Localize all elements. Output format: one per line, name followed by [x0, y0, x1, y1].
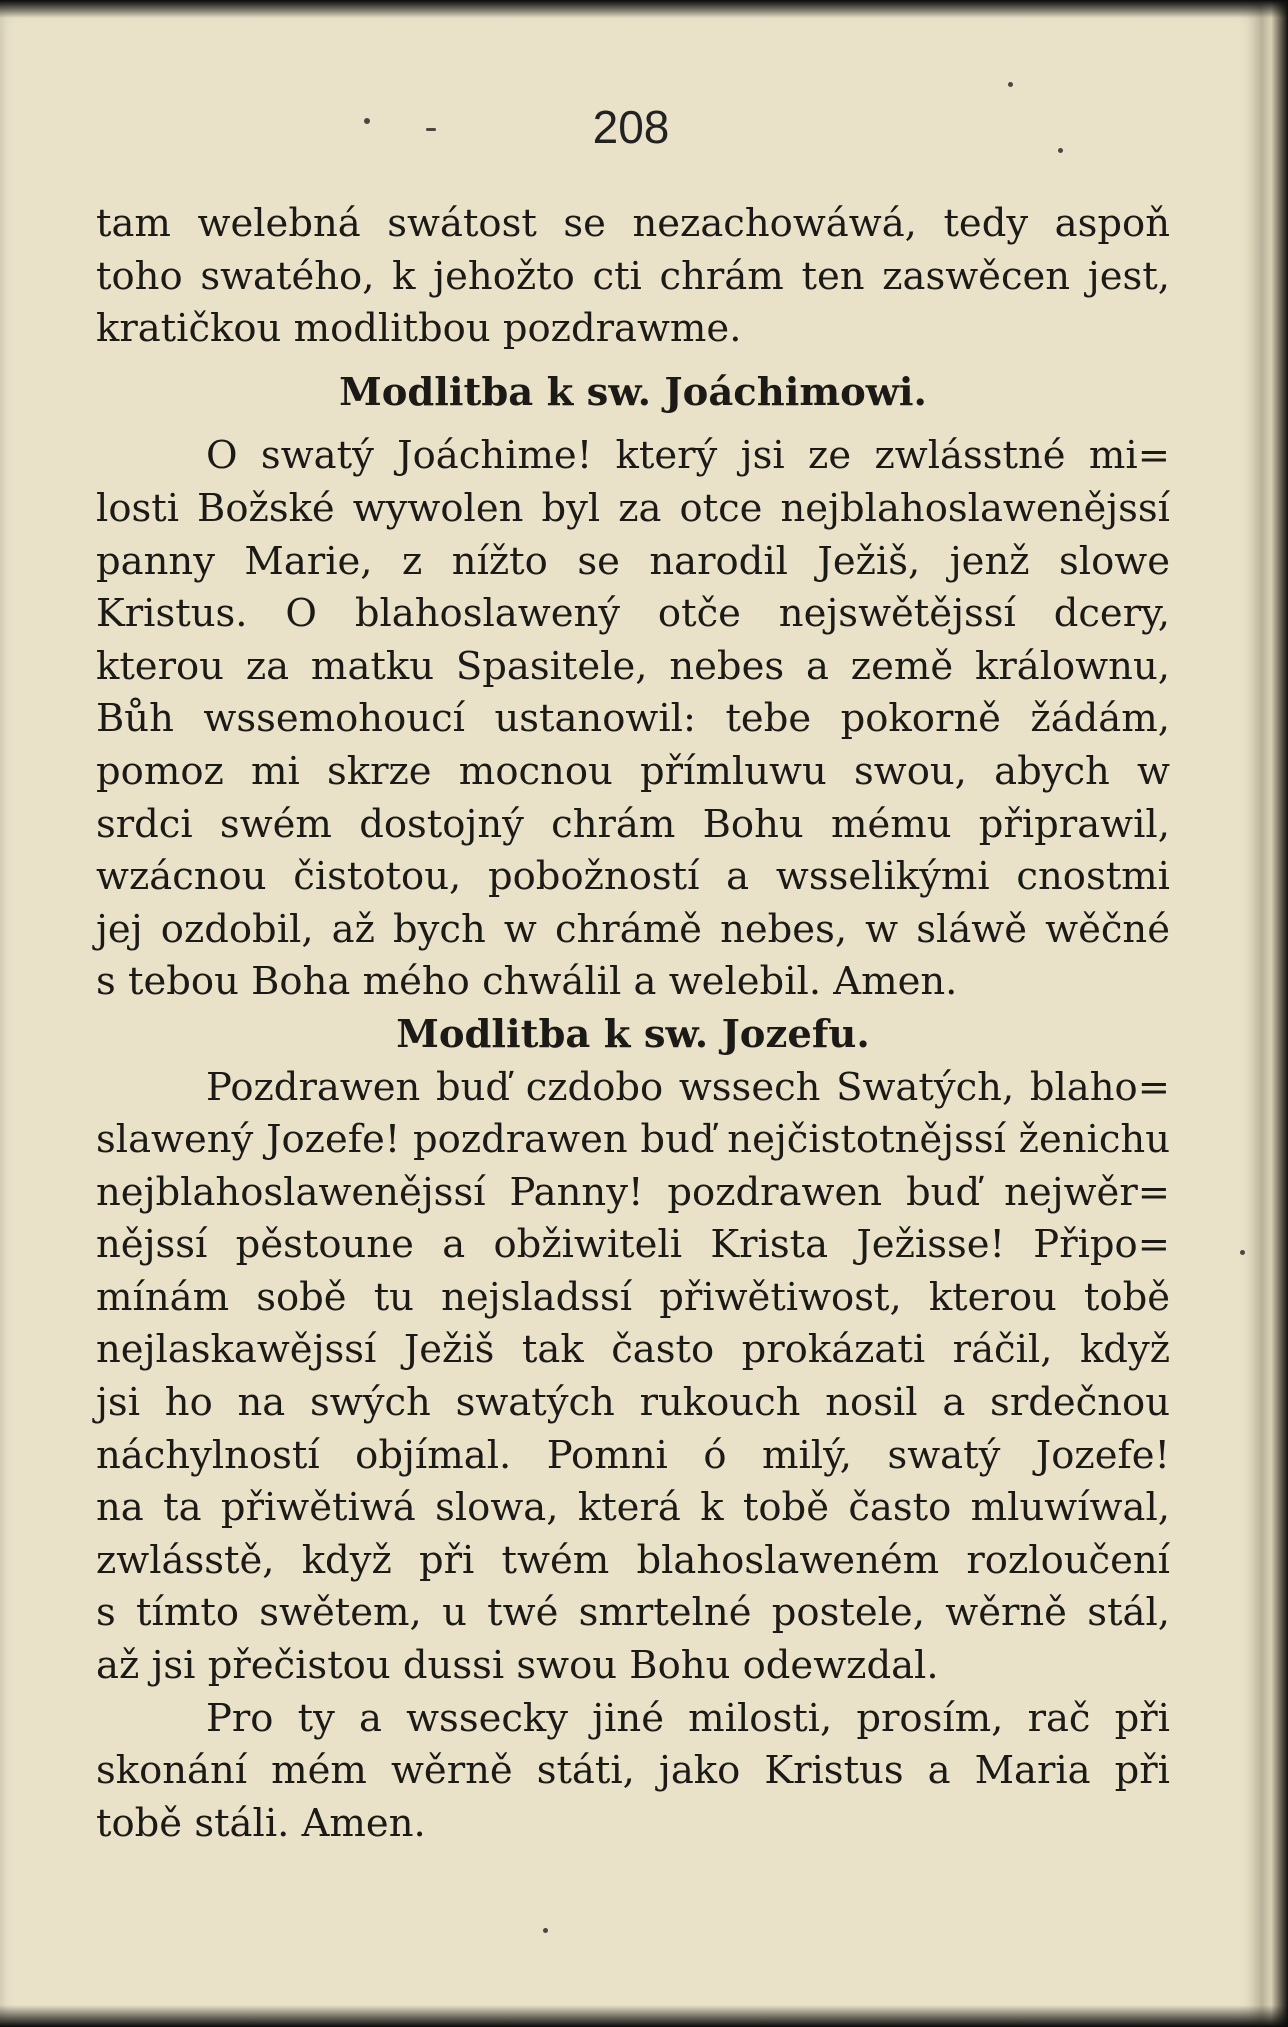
text-line: Bůh wssemohoucí ustanowil: tebe pokorně žádám,	[96, 696, 1170, 742]
text-line: wzácnou čistotou, pobožností a wsselikými cnostmi	[96, 854, 1170, 900]
text-line: O swatý Joáchime! který jsi ze zwlásstné mi=	[206, 433, 1170, 479]
text-line: zwlásstě, když při twém blahoslaweném rozloučení	[96, 1537, 1170, 1583]
text-line: až jsi přečistou dussi swou Bohu odewzdal.	[96, 1643, 939, 1689]
section-heading-joachim: Modlitba k sw. Joáchimowi.	[339, 369, 927, 415]
text-line: náchylností objímal. Pomni ó milý, swatý Jozefe!	[96, 1432, 1170, 1478]
text-line: Pozdrawen buď czdobo wssech Swatých, blaho=	[206, 1064, 1170, 1110]
text-line: nějssí pěstoune a obžiwiteli Krista Ježisse! Připo=	[96, 1222, 1170, 1268]
text-line: Pro ty a wssecky jiné milosti, prosím, rač při	[206, 1695, 1170, 1741]
text-line: tobě stáli. Amen.	[96, 1800, 426, 1846]
page-edge	[1262, 0, 1288, 2027]
scan-shadow-top	[0, 0, 1288, 18]
text-line: s tímto swětem, u twé smrtelné postele, wěrně stál,	[96, 1590, 1170, 1636]
text-line: jsi ho na swých swatých rukouch nosil a srdečnou	[96, 1380, 1170, 1426]
page-number: 208	[592, 101, 670, 153]
paper-speck	[1008, 82, 1013, 87]
paper-speck	[543, 1928, 548, 1933]
paper-speck	[426, 128, 436, 131]
text-line: na ta přiwětiwá slowa, která k tobě často mluwíwal,	[96, 1485, 1170, 1531]
text-line: Kristus. O blahoslawený otče nejswětějssí dcery,	[96, 591, 1170, 637]
paper-speck	[1240, 1250, 1245, 1255]
text-line: nejblahoslawenějssí Panny! pozdrawen buď nejwěr=	[96, 1169, 1170, 1215]
section-heading-jozef: Modlitba k sw. Jozefu.	[396, 1011, 870, 1057]
text-line: mínám sobě tu nejsladssí přiwětiwost, kterou tobě	[96, 1274, 1170, 1320]
text-line: kratičkou modlitbou pozdrawme.	[96, 306, 742, 352]
page-text	[96, 198, 1170, 1850]
text-line: toho swatého, k jehožto cti chrám ten zaswěcen jest,	[96, 253, 1170, 299]
text-line: skonání mém wěrně státi, jako Kristus a Maria při	[96, 1748, 1170, 1794]
paper-speck	[1058, 148, 1063, 153]
text-line: jej ozdobil, až bych w chrámě nebes, w sláwě wěčné	[96, 906, 1170, 952]
text-line: slawený Jozefe! pozdrawen buď nejčistotnějssí ženichu	[96, 1117, 1170, 1163]
scan-shadow-bottom	[0, 2005, 1288, 2027]
text-line: srdci swém dostojný chrám Bohu mému připrawil,	[96, 801, 1170, 847]
text-line: tam welebná swátost se nezachowáwá, tedy aspoň	[96, 201, 1170, 246]
text-line: nejlaskawějssí Ježiš tak často prokázati ráčil, když	[96, 1327, 1170, 1373]
text-line: kterou za matku Spasitele, nebes a země králownu,	[96, 643, 1170, 689]
text-line: pomoz mi skrze mocnou přímluwu swou, abych w	[96, 748, 1170, 794]
text-line: losti Božské wywolen byl za otce nejblahoslawenějssí	[96, 485, 1170, 531]
text-line: s tebou Boha mého chwálil a welebil. Amen.	[96, 959, 958, 1005]
text-line: panny Marie, z nížto se narodil Ježiš, jenž slowe	[96, 538, 1170, 584]
paper-speck	[364, 118, 370, 124]
